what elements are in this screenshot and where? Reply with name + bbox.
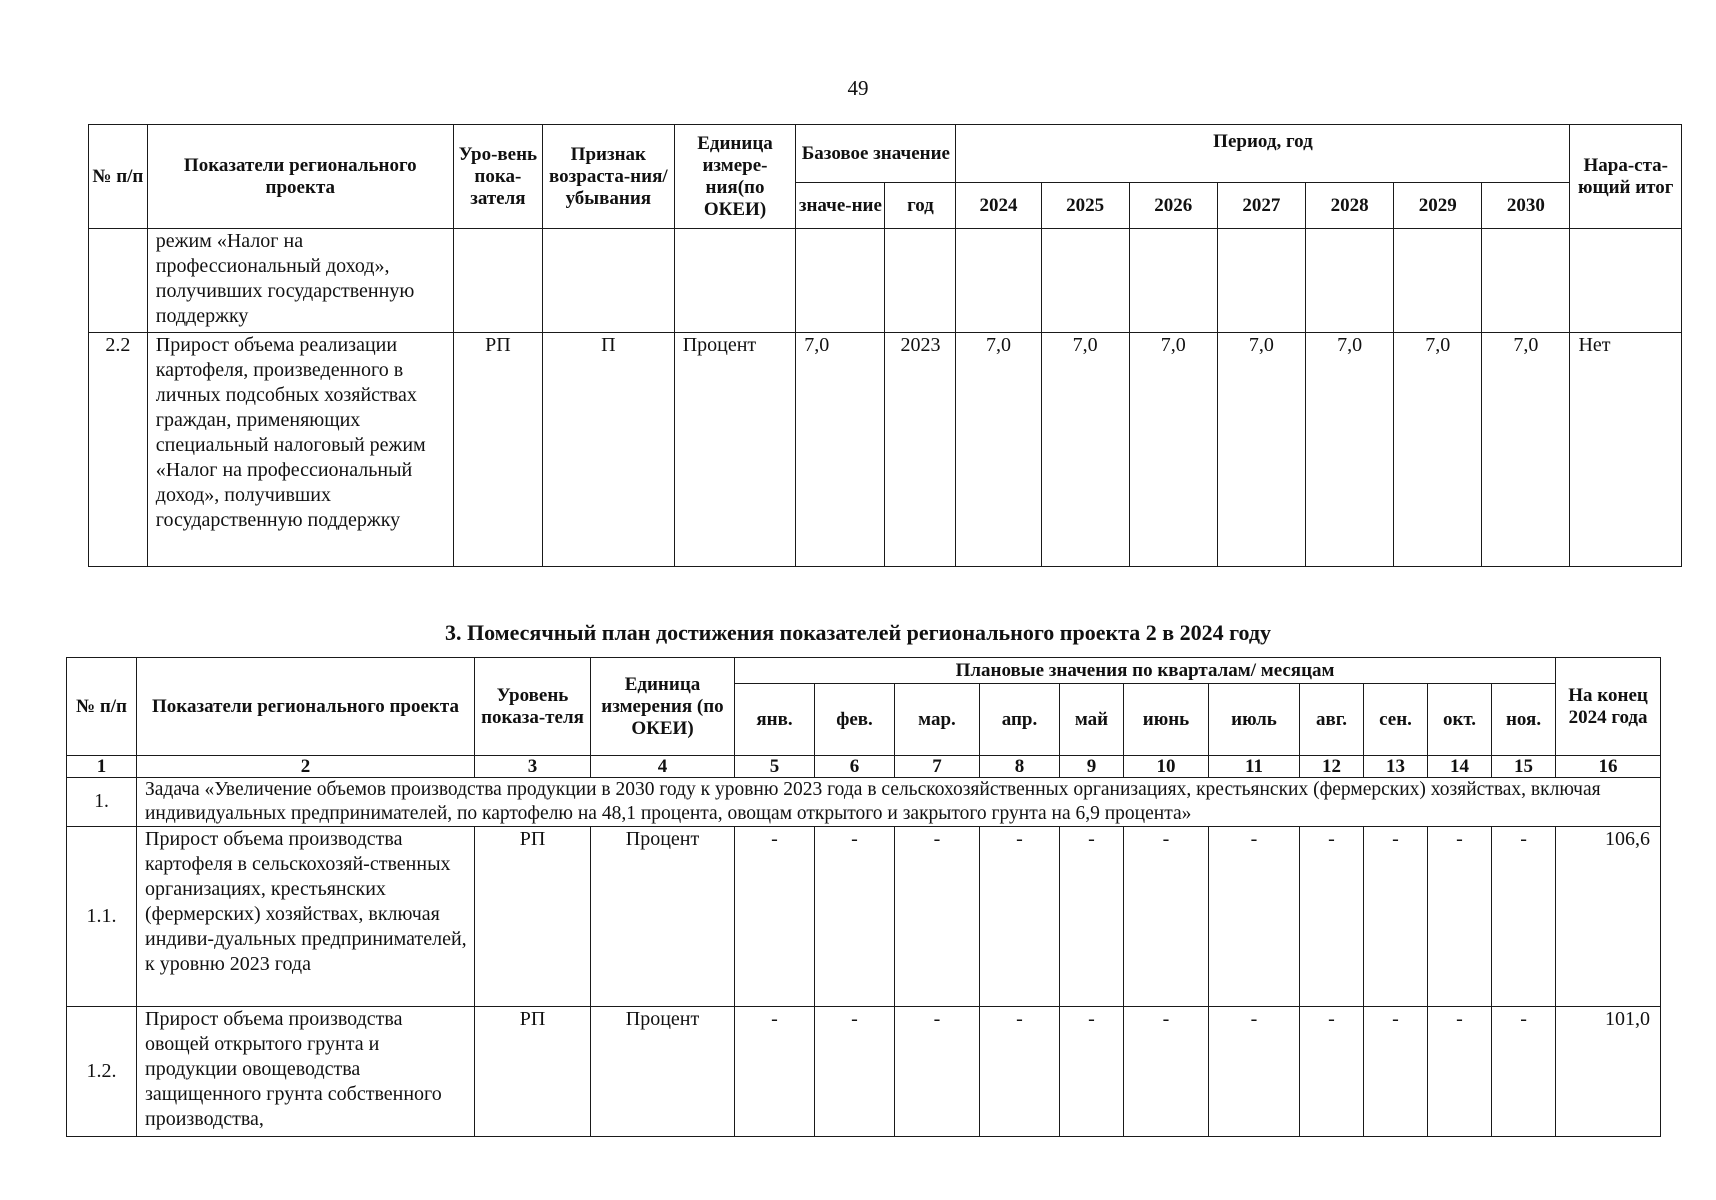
row-level: РП bbox=[475, 827, 591, 1007]
col-header-month: июнь bbox=[1124, 684, 1209, 756]
row-month-value: - bbox=[1492, 827, 1556, 1007]
row-month-value: - bbox=[980, 827, 1060, 1007]
col-header-indicator: Показатели регионального проекта bbox=[137, 658, 475, 756]
row-value bbox=[1217, 229, 1305, 333]
col-header-year: 2025 bbox=[1041, 183, 1129, 229]
row-num: 2.2 bbox=[89, 333, 148, 567]
col-header-month: мар. bbox=[895, 684, 980, 756]
table-row bbox=[67, 827, 1661, 1007]
col-header-unit: Единица измере-ния(по ОКЕИ) bbox=[674, 125, 796, 229]
table-row bbox=[89, 229, 1682, 333]
col-header-month: янв. bbox=[735, 684, 815, 756]
column-number: 2 bbox=[137, 756, 475, 778]
row-month-value: - bbox=[1492, 1007, 1556, 1137]
row-month-value: - bbox=[1300, 827, 1364, 1007]
row-indicator: Прирост объема производства овощей открытого грунта и продукции овощеводства защищенного грунта собственного производства, bbox=[137, 1007, 475, 1137]
row-level: РП bbox=[453, 333, 542, 567]
row-base-year bbox=[885, 229, 956, 333]
row-value: 7,0 bbox=[956, 333, 1041, 567]
col-header-month: июль bbox=[1209, 684, 1300, 756]
row-unit: Процент bbox=[591, 1007, 735, 1137]
row-end-of-year: 106,6 bbox=[1556, 827, 1661, 1007]
row-level: РП bbox=[475, 1007, 591, 1137]
row-month-value: - bbox=[815, 827, 895, 1007]
column-number: 4 bbox=[591, 756, 735, 778]
page-number: 49 bbox=[847, 76, 869, 100]
row-base-value: 7,0 bbox=[796, 333, 885, 567]
column-number: 6 bbox=[815, 756, 895, 778]
column-number: 16 bbox=[1556, 756, 1661, 778]
column-number: 3 bbox=[475, 756, 591, 778]
column-number: 15 bbox=[1492, 756, 1556, 778]
row-month-value: - bbox=[1428, 827, 1492, 1007]
row-value: 7,0 bbox=[1394, 333, 1482, 567]
section-title: 3. Помесячный план достижения показателей регионального проекта 2 в 2024 году bbox=[444, 620, 1272, 645]
row-base-year: 2023 bbox=[885, 333, 956, 567]
col-header-level: Уровень показа-теля bbox=[475, 658, 591, 756]
column-number-row bbox=[67, 756, 1661, 778]
row-num: 1.2. bbox=[67, 1007, 137, 1137]
col-header-month: май bbox=[1060, 684, 1124, 756]
col-header-unit: Единица измерения (по ОКЕИ) bbox=[591, 658, 735, 756]
row-value bbox=[956, 229, 1041, 333]
row-unit bbox=[674, 229, 796, 333]
row-value bbox=[1482, 229, 1570, 333]
row-month-value: - bbox=[895, 1007, 980, 1137]
row-cumulative bbox=[1570, 229, 1682, 333]
col-header-num: № п/п bbox=[89, 125, 148, 229]
row-unit: Процент bbox=[591, 827, 735, 1007]
col-header-cumulative: Нара-ста-ющий итог bbox=[1570, 125, 1682, 229]
row-month-value: - bbox=[1300, 1007, 1364, 1137]
row-value: 7,0 bbox=[1305, 333, 1393, 567]
col-header-base-value: значе-ние bbox=[796, 183, 885, 229]
col-header-year: 2029 bbox=[1394, 183, 1482, 229]
column-number: 1 bbox=[67, 756, 137, 778]
col-header-sign: Признак возраста-ния/ убывания bbox=[542, 125, 674, 229]
table-row bbox=[67, 1007, 1661, 1137]
row-month-value: - bbox=[1209, 1007, 1300, 1137]
row-month-value: - bbox=[815, 1007, 895, 1137]
row-month-value: - bbox=[1124, 827, 1209, 1007]
row-month-value: - bbox=[1124, 1007, 1209, 1137]
row-value bbox=[1041, 229, 1129, 333]
task-row bbox=[67, 778, 1661, 827]
row-month-value: - bbox=[895, 827, 980, 1007]
col-header-level: Уро-вень пока-зателя bbox=[453, 125, 542, 229]
col-header-base-year: год bbox=[885, 183, 956, 229]
row-value bbox=[1305, 229, 1393, 333]
row-value bbox=[1129, 229, 1217, 333]
col-header-month: фев. bbox=[815, 684, 895, 756]
row-month-value: - bbox=[1364, 827, 1428, 1007]
column-number: 11 bbox=[1209, 756, 1300, 778]
col-header-end-of-year: На конец 2024 года bbox=[1556, 658, 1661, 756]
column-number: 12 bbox=[1300, 756, 1364, 778]
row-value: 7,0 bbox=[1217, 333, 1305, 567]
col-header-period: Период, год bbox=[956, 125, 1570, 183]
row-month-value: - bbox=[1060, 1007, 1124, 1137]
col-header-num: № п/п bbox=[67, 658, 137, 756]
col-header-month: сен. bbox=[1364, 684, 1428, 756]
column-number: 13 bbox=[1364, 756, 1428, 778]
col-header-year: 2028 bbox=[1305, 183, 1393, 229]
column-number: 5 bbox=[735, 756, 815, 778]
row-month-value: - bbox=[1209, 827, 1300, 1007]
column-number: 8 bbox=[980, 756, 1060, 778]
col-header-year: 2026 bbox=[1129, 183, 1217, 229]
row-num: 1.1. bbox=[67, 827, 137, 1007]
row-base-value bbox=[796, 229, 885, 333]
row-unit: Процент bbox=[674, 333, 796, 567]
row-indicator: Прирост объема производства картофеля в сельскохозяй-ственных организациях, крестьянских (фермерских) хозяйствах, включая индиви-дуальных предпринимателей, к уровню 2023 года bbox=[137, 827, 475, 1007]
row-value: 7,0 bbox=[1129, 333, 1217, 567]
row-value bbox=[1394, 229, 1482, 333]
row-value: 7,0 bbox=[1482, 333, 1570, 567]
table-row bbox=[89, 333, 1682, 567]
row-month-value: - bbox=[735, 827, 815, 1007]
column-number: 7 bbox=[895, 756, 980, 778]
row-level bbox=[453, 229, 542, 333]
column-number: 10 bbox=[1124, 756, 1209, 778]
col-header-year: 2024 bbox=[956, 183, 1041, 229]
col-header-month: ноя. bbox=[1492, 684, 1556, 756]
col-header-year: 2027 bbox=[1217, 183, 1305, 229]
row-indicator: режим «Налог на профессиональный доход», получивших государственную поддержку bbox=[147, 229, 453, 333]
col-header-plan: Плановые значения по кварталам/ месяцам bbox=[735, 658, 1556, 684]
row-indicator: Прирост объема реализации картофеля, произведенного в личных подсобных хозяйствах граждан, применяющих специальный налоговый режим «Налог на профессиональный доход», получивших государственную поддержку bbox=[147, 333, 453, 567]
row-value: 7,0 bbox=[1041, 333, 1129, 567]
col-header-month: авг. bbox=[1300, 684, 1364, 756]
col-header-base: Базовое значение bbox=[796, 125, 956, 183]
indicators-table bbox=[88, 124, 1682, 567]
row-month-value: - bbox=[735, 1007, 815, 1137]
row-cumulative: Нет bbox=[1570, 333, 1682, 567]
row-sign bbox=[542, 229, 674, 333]
column-number: 9 bbox=[1060, 756, 1124, 778]
task-num: 1. bbox=[67, 778, 137, 827]
row-month-value: - bbox=[980, 1007, 1060, 1137]
row-month-value: - bbox=[1428, 1007, 1492, 1137]
monthly-plan-table bbox=[66, 657, 1661, 1137]
row-num bbox=[89, 229, 148, 333]
row-sign: П bbox=[542, 333, 674, 567]
column-number: 14 bbox=[1428, 756, 1492, 778]
row-end-of-year: 101,0 bbox=[1556, 1007, 1661, 1137]
col-header-month: окт. bbox=[1428, 684, 1492, 756]
col-header-month: апр. bbox=[980, 684, 1060, 756]
task-text: Задача «Увеличение объемов производства продукции в 2030 году к уровню 2023 года в сельскохозяйственных организациях, крестьянских (фермерских) хозяйствах, включая индивидуальных предпринимателей, по картофелю на 48,1 процента, овощам открытого и закрытого грунта на 6,9 процента» bbox=[137, 778, 1661, 827]
col-header-year: 2030 bbox=[1482, 183, 1570, 229]
col-header-indicator: Показатели регионального проекта bbox=[147, 125, 453, 229]
row-month-value: - bbox=[1364, 1007, 1428, 1137]
row-month-value: - bbox=[1060, 827, 1124, 1007]
